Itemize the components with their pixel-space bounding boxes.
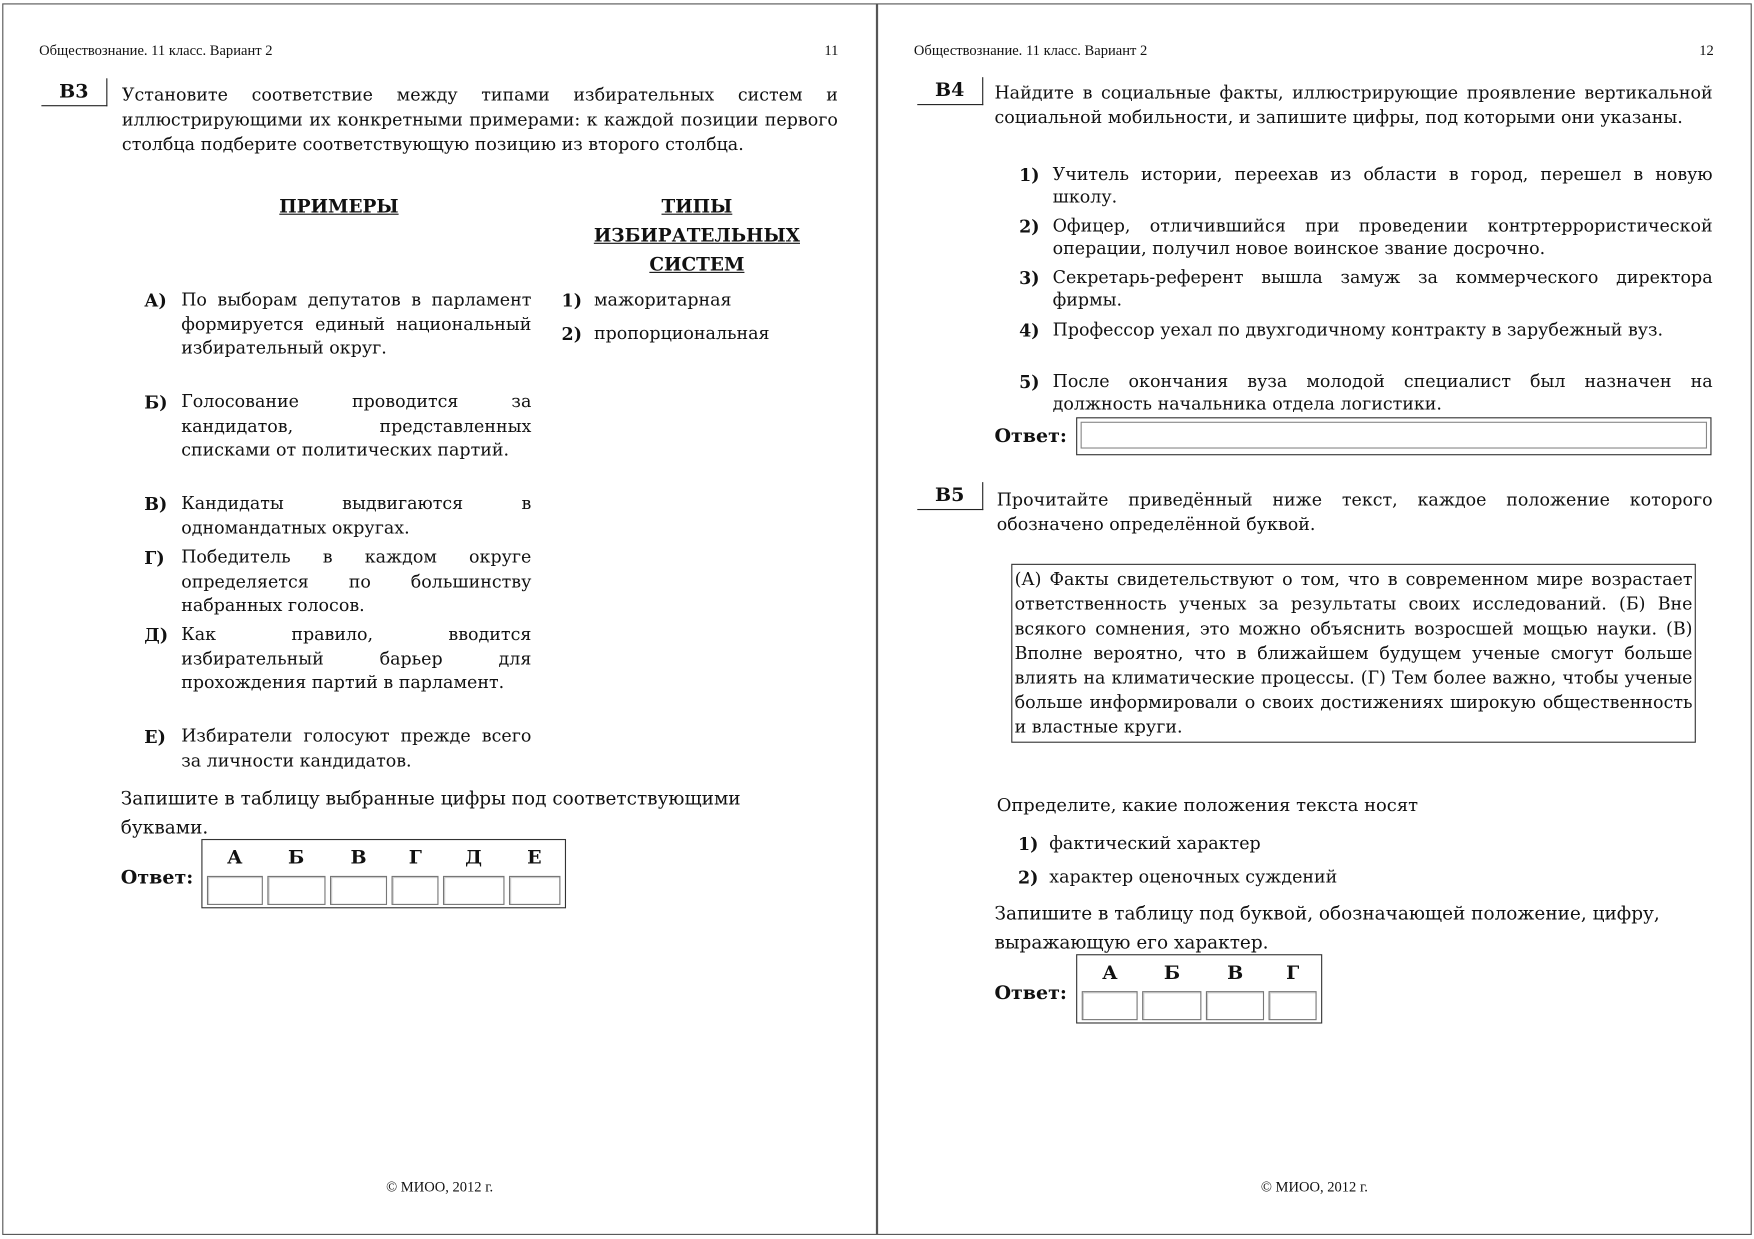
answer-column-header: В [1227,962,1244,985]
example-item [144,289,531,361]
page-11 [2,3,877,1235]
example-item [144,623,531,695]
answer-cell[interactable] [1142,991,1201,1020]
answer-cell[interactable] [1082,991,1138,1020]
item-label: Б) [144,391,168,413]
b4-item [1019,216,1713,260]
b4-item [1019,267,1713,311]
answer-cell[interactable] [207,876,263,905]
item-text: фактический характер [1049,833,1261,854]
task-label-b4: В4 [917,77,983,105]
answer-column-header: Г [408,846,422,870]
item-text: пропорциональная [593,323,770,344]
item-text: Офицер, отличившийся при проведении контртеррористической операции, получил новое воинское звание досрочно. [1052,215,1713,258]
types-heading-line: СИСТЕМ [649,253,745,276]
option-item [1018,832,1261,856]
item-text: Победитель в каждом округе определяется по большинству набранных голосов. [181,547,532,616]
item-label: 1) [561,289,582,311]
example-item [144,725,531,773]
item-text: Голосование проводится за кандидатов, представленных списками от политических партий. [181,391,532,460]
answer-label: Ответ: [994,425,1067,448]
item-label: 1) [1017,833,1039,855]
item-label: 1) [1019,164,1040,186]
item-text: Избиратели голосуют прежде всего за личности кандидатов. [181,725,532,771]
item-label: Г) [144,547,165,569]
item-text: Профессор уехал по двухгодичному контракту в зарубежный вуз. [1052,319,1664,341]
page-header: Обществознание. 11 класс. Вариант 2 [39,41,273,59]
example-item [144,546,531,618]
question-text: Определите, какие положения текста носят [996,794,1419,816]
answer-cell[interactable] [1269,991,1317,1020]
example-item [144,390,531,462]
b4-item [1019,371,1713,415]
answer-column-header: Е [527,846,542,870]
page-footer: © МИОО, 2012 г. [1260,1177,1368,1195]
page-header: Обществознание. 11 класс. Вариант 2 [913,41,1148,59]
answer-column-header: В [350,846,367,870]
item-text: Секретарь-референт вышла замуж за коммерческого директора фирмы. [1052,267,1713,310]
item-text: По выборам депутатов в парламент формируется единый национальный избирательный округ. [181,289,532,358]
answer-input[interactable] [1081,422,1707,449]
answer-column-header: Б [1163,962,1181,985]
answer-field[interactable] [1076,417,1711,455]
item-text: Учитель истории, переехав из области в город, перешел в новую школу. [1052,164,1713,207]
answer-column-header: Б [287,846,305,870]
b4-item [1019,164,1713,208]
type-item [562,289,830,313]
task-label-b5: В5 [917,482,983,510]
examples-heading: ПРИМЕРЫ [279,195,399,218]
item-label: 4) [1019,319,1040,342]
b4-item [1019,320,1713,342]
answer-table [201,839,566,908]
answer-cell[interactable] [443,876,504,905]
types-heading-line: ИЗБИРАТЕЛЬНЫХ [593,224,800,247]
types-heading-line: ТИПЫ [661,195,733,218]
item-text: Кандидаты выдвигаются в одномандатных округах. [181,493,532,538]
page-number: 11 [824,41,839,59]
answer-label: Ответ: [120,866,194,890]
task-intro: Прочитайте приведённый ниже текст, каждое положение которого обозначено определённой буквой. [996,489,1713,535]
item-text: мажоритарная [593,289,732,310]
example-item [144,492,531,540]
passage-box: (А) Факты свидетельствуют о том, что в современном мире возрастает ответственность ученых за результаты своих исследований. (Б) Вне всякого сомнения, это можно объяснить возросшей мощью науки. (В) Вполне вероятно, что в ближайшем будущем ученые смогут больше влиять на климатические процессы. (Г) Тем более важно, чтобы ученые больше информировали о своих достижениях широкую общественность и властные круги. [1011,564,1696,743]
answer-column-header: Г [1286,962,1300,985]
item-text: После окончания вуза молодой специалист был назначен на должность начальника отдела логистики. [1052,371,1713,414]
item-label: 2) [1017,866,1039,889]
item-text: характер оценочных суждений [1049,866,1338,888]
answer-label: Ответ: [994,982,1067,1005]
item-text: Как правило, вводится избирательный барьер для прохождения партий в парламент. [181,624,532,693]
answer-cell[interactable] [267,876,325,905]
answer-instruction: Запишите в таблицу под буквой, обозначающей положение, цифру, выражающую его характер. [994,902,1660,954]
types-heading [563,192,831,279]
item-label: 2) [1019,215,1040,238]
answer-column-header: А [226,846,243,870]
answer-instruction: Запишите в таблицу выбранные цифры под соответствующими буквами. [120,787,741,838]
item-label: 2) [561,323,582,345]
item-label: Д) [144,624,169,646]
page-12 [877,3,1752,1235]
page-number: 12 [1699,41,1714,59]
answer-column-header: Д [465,846,483,870]
answer-table [1076,954,1322,1023]
answer-cell[interactable] [508,876,560,905]
item-label: А) [144,289,167,311]
answer-cell[interactable] [330,876,388,905]
task-intro: Установите соответствие между типами избирательных систем и иллюстрирующими их конкретными примерами: к каждой позиции первого столбца подберите соответствующую позицию из второго столбца. [121,85,838,155]
item-label: Е) [144,725,166,748]
item-label: 3) [1019,267,1040,289]
answer-cell[interactable] [1206,991,1264,1020]
task-intro: Найдите в социальные факты, иллюстрирующие проявление вертикальной социальной мобильности, и запишите цифры, под которыми они указаны. [994,82,1713,128]
item-label: 5) [1019,371,1040,393]
item-label: В) [144,493,168,515]
option-item [1018,866,1337,890]
task-label-b3: В3 [41,78,107,106]
answer-column-header: А [1102,962,1118,985]
type-item [562,322,830,346]
page-footer: © МИОО, 2012 г. [386,1177,494,1195]
answer-cell[interactable] [392,876,439,905]
